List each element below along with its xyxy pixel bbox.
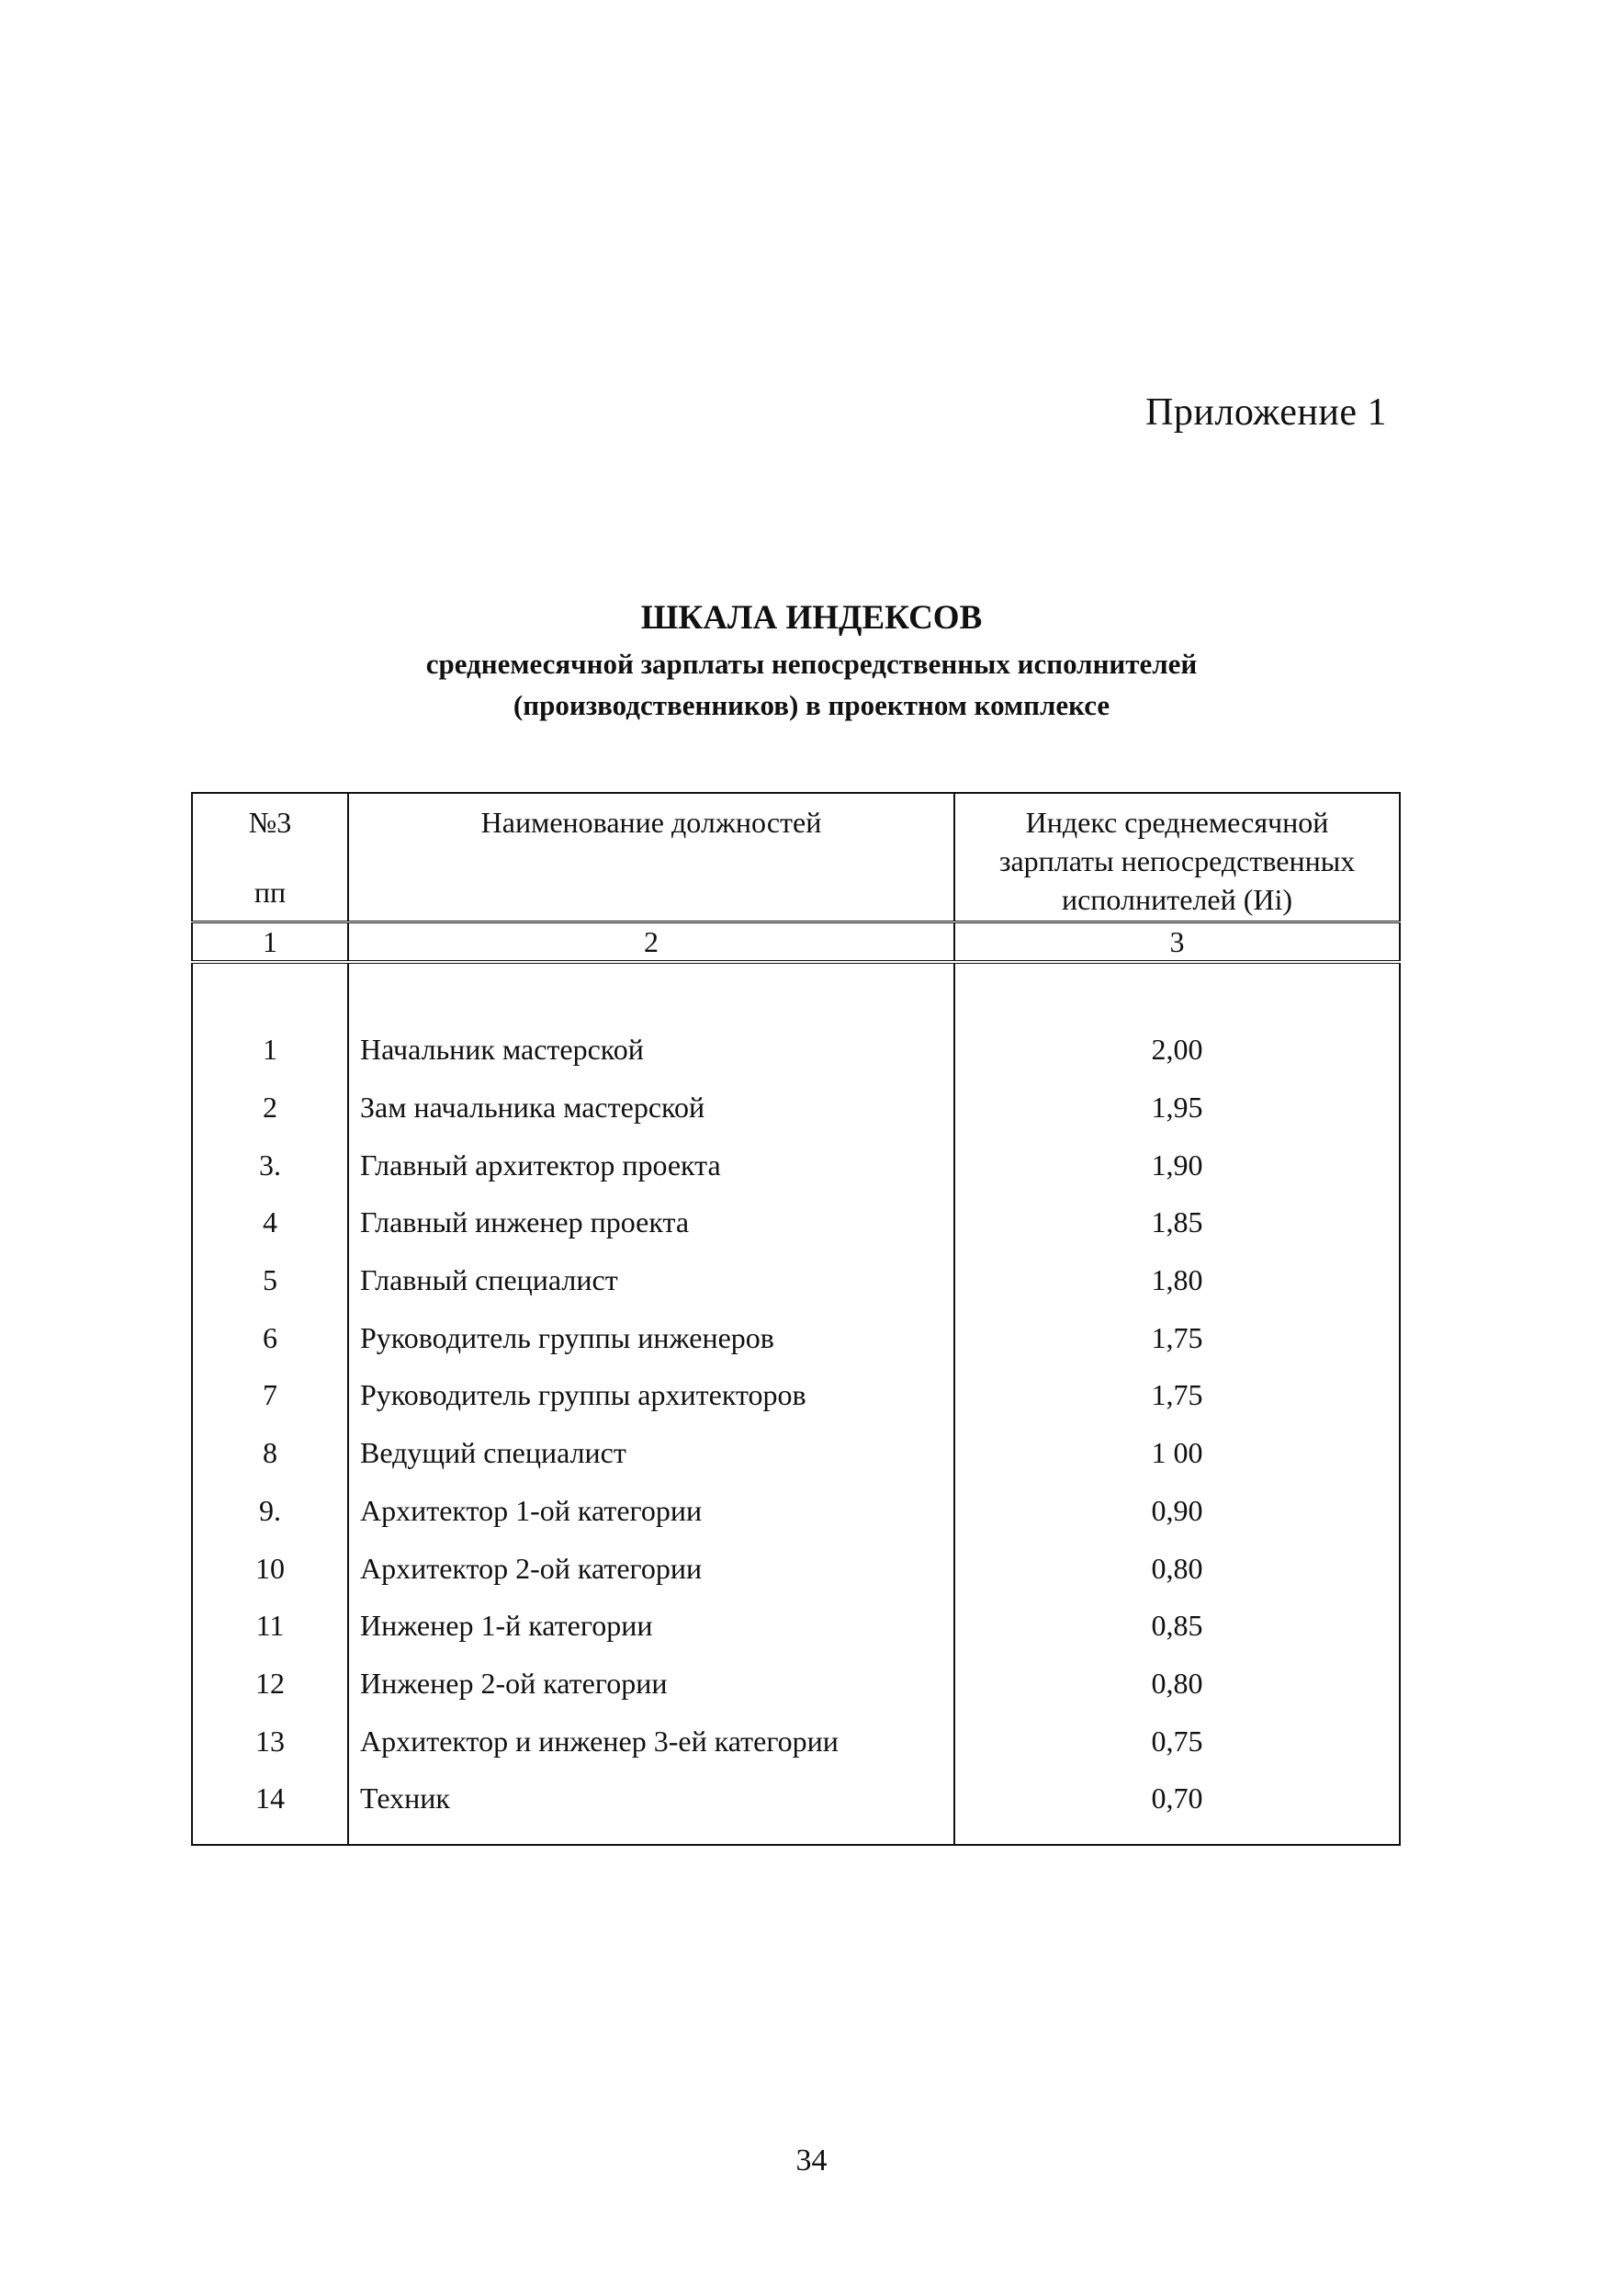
row-position: Инженер 2-ой категории — [348, 1655, 954, 1713]
row-index-value: 0,80 — [954, 1655, 1400, 1713]
row-index-value: 1,95 — [954, 1079, 1400, 1137]
table-row — [192, 1136, 1400, 1193]
row-number: 2 — [192, 1079, 348, 1137]
column-number-2: 2 — [348, 922, 954, 963]
table-row — [192, 1655, 1400, 1713]
row-index-value: 0,90 — [954, 1482, 1400, 1540]
row-position: Руководитель группы архитекторов — [348, 1366, 954, 1424]
row-index-value: 0,80 — [954, 1539, 1400, 1597]
row-index-value: 1 00 — [954, 1424, 1400, 1482]
table-row — [192, 1251, 1400, 1309]
page-number: 34 — [795, 2143, 828, 2177]
row-number: 1 — [192, 1021, 348, 1079]
row-index-value: 0,85 — [954, 1597, 1400, 1655]
table-header-row — [192, 793, 1400, 922]
row-position: Главный специалист — [348, 1251, 954, 1309]
header-position — [348, 793, 954, 922]
row-position: Главный архитектор проекта — [348, 1136, 954, 1193]
header-number — [192, 793, 348, 922]
row-index-value: 1,75 — [954, 1366, 1400, 1424]
row-position: Ведущий специалист — [348, 1424, 954, 1482]
row-index-value: 1,90 — [954, 1136, 1400, 1193]
row-number: 14 — [192, 1770, 348, 1827]
header-index-line-3: исполнителей (Иі) — [1061, 883, 1293, 916]
table-row — [192, 1712, 1400, 1770]
row-index-value: 1,85 — [954, 1193, 1400, 1251]
row-position: Начальник мастерской — [348, 1021, 954, 1079]
row-number: 4 — [192, 1193, 348, 1251]
table-row — [192, 1308, 1400, 1366]
row-number: 10 — [192, 1539, 348, 1597]
column-number-3: 3 — [954, 922, 1400, 963]
table-row — [192, 1424, 1400, 1482]
header-index-line-1: Индекс среднемесячной — [1025, 806, 1329, 839]
row-number: 5 — [192, 1251, 348, 1309]
header-position-label: Наименование должностей — [480, 806, 822, 839]
document-subtitle-line-1: среднемесячной зарплаты непосредственных исполнителей — [425, 648, 1198, 680]
row-position: Главный инженер проекта — [348, 1193, 954, 1251]
row-position: Зам начальника мастерской — [348, 1079, 954, 1137]
row-position: Руководитель группы инженеров — [348, 1308, 954, 1366]
table-body — [192, 1021, 1400, 1827]
table-row — [192, 1597, 1400, 1655]
row-position: Архитектор 1-ой категории — [348, 1482, 954, 1540]
row-number: 7 — [192, 1366, 348, 1424]
table-bottom-row — [192, 1827, 1400, 1845]
table-row — [192, 1193, 1400, 1251]
row-index-value: 0,70 — [954, 1770, 1400, 1827]
table-row — [192, 1539, 1400, 1597]
row-number: 3. — [192, 1136, 348, 1193]
row-number: 6 — [192, 1308, 348, 1366]
table-row — [192, 1482, 1400, 1540]
table-row — [192, 1770, 1400, 1827]
row-index-value: 1,80 — [954, 1251, 1400, 1309]
document-title: ШКАЛА ИНДЕКСОВ — [640, 599, 983, 637]
index-scale-table — [191, 792, 1401, 1846]
table-row — [192, 1021, 1400, 1079]
row-number: 9. — [192, 1482, 348, 1540]
appendix-label: Приложение 1 — [1145, 391, 1387, 434]
row-index-value: 1,75 — [954, 1308, 1400, 1366]
document-subtitle-line-2: (производственников) в проектном комплексе — [513, 689, 1110, 721]
spacer-row — [192, 962, 1400, 1021]
row-position: Архитектор 2-ой категории — [348, 1539, 954, 1597]
row-index-value: 0,75 — [954, 1712, 1400, 1770]
row-position: Архитектор и инженер 3-ей категории — [348, 1712, 954, 1770]
table-row — [192, 1079, 1400, 1137]
header-index-line-2: зарплаты непосредственных — [998, 844, 1356, 877]
row-index-value: 2,00 — [954, 1021, 1400, 1079]
row-position: Техник — [348, 1770, 954, 1827]
row-number: 8 — [192, 1424, 348, 1482]
row-number: 13 — [192, 1712, 348, 1770]
row-position: Инженер 1-й категории — [348, 1597, 954, 1655]
table-row — [192, 1366, 1400, 1424]
header-number-top: №3 — [248, 806, 292, 839]
row-number: 11 — [192, 1597, 348, 1655]
row-number: 12 — [192, 1655, 348, 1713]
column-numbers-row — [192, 922, 1400, 963]
header-number-bottom: пп — [254, 876, 287, 909]
header-index — [954, 793, 1400, 922]
column-number-1: 1 — [192, 922, 348, 963]
